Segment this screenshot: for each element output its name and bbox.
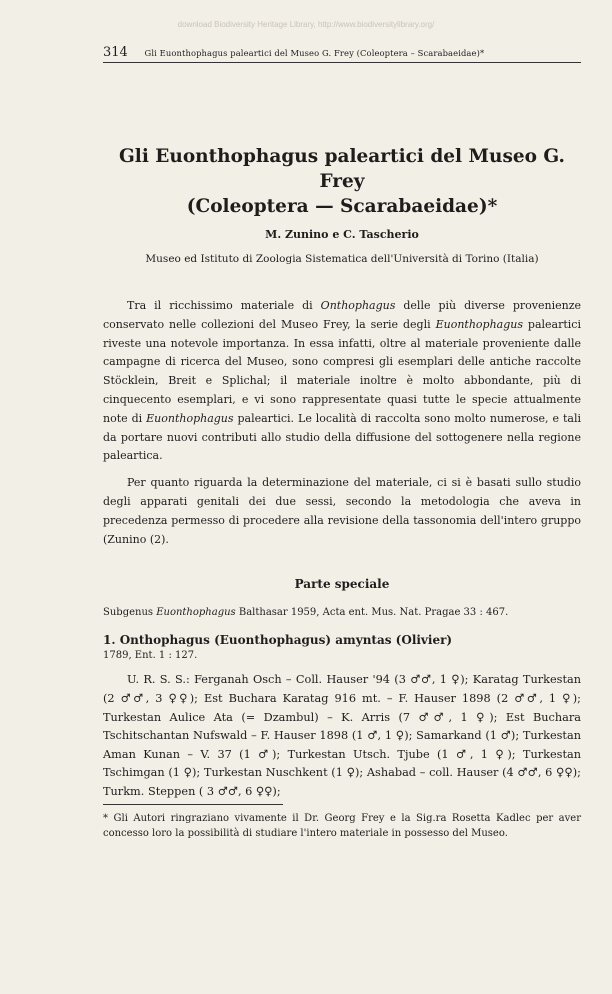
authors: M. Zunino e C. Tascherio: [265, 228, 419, 241]
subgenus-name: Euonthophagus: [146, 411, 234, 425]
intro-paragraph-2: Per quanto riguarda la determinazione del materiale, ci si è basati sullo studio degli apparati genitali dei due sessi, secondo la metodologia che aveva in precedenza permesso di procedere alla revisione della tassonomia dell'intero gruppo (Zunino (2).: [103, 476, 581, 546]
text-run: paleartici. Le località di raccolta sono molto numerose, e tali da portare nuovi contributi allo studio della diffusione del sottogenere nella regione paleartica.: [103, 411, 581, 463]
footnote-divider: [103, 804, 283, 805]
intro-paragraph-1: [103, 297, 581, 466]
subgenus-name: Euonthophagus: [435, 317, 523, 331]
title-line-1: Gli Euonthophagus paleartici del Museo G. Frey: [119, 146, 565, 192]
running-title: Gli Euonthophagus paleartici del Museo G. Frey (Coleoptera – Scarabaeidae)*: [144, 48, 485, 58]
article-body: [103, 144, 581, 841]
specimen-records: U. R. S. S.: Ferganah Osch – Coll. Hauser '94 (3 ♂♂, 1 ♀); Karatag Turkestan (2 ♂♂, 3 ♀♀); Est Buchara Karatag 916 mt. – F. Hauser 1898 (2 ♂♂, 1 ♀); Turkestan Aulice Ata (= Dzambul) – K. Arris (7 ♂♂, 1 ♀); Est Buchara Tschitschantan Nufswald – F. Hauser 1898 (1 ♂, 1 ♀); Samarkand (1 ♂); Turkestan Aman Kunan – V. 37 (1 ♂); Turkestan Utsch. Tjube (1 ♂, 1 ♀); Turkestan Tschimgan (1 ♀); Turkestan Nuschkent (1 ♀); Ashabad – coll. Hauser (4 ♂♂, 6 ♀♀); Turkm. Steppen ( 3 ♂♂, 6 ♀♀);: [103, 673, 581, 798]
footnote: * Gli Autori ringraziano vivamente il Dr. Georg Frey e la Sig.ra Rosetta Kadlec per aver concesso loro la possibilità di studiare l'intero materiale in possesso del Museo.: [103, 812, 581, 839]
watermark: download Biodiversity Heritage Library, http://www.biodiversitylibrary.org/: [177, 20, 435, 29]
text-run: paleartici riveste una notevole importanza. In essa infatti, oltre al materiale proveniente dalle campagne di ricerca del Museo, sono compresi gli esemplari delle antiche raccolte Stöcklein, Breit e Splichal; il materiale inoltre è molto abbondante, più di cinquecento esemplari, e vi sono rappresentate quasi tutte le specie attualmente note di: [103, 317, 581, 425]
running-head: [103, 44, 581, 63]
species-reference: 1789, Ent. 1 : 127.: [103, 650, 198, 662]
text-run: Balthasar 1959, Acta ent. Mus. Nat. Pragae 33 : 467.: [235, 607, 509, 619]
text-run: Subgenus: [103, 607, 157, 619]
title-line-2: (Coleoptera — Scarabaeidae)*: [186, 196, 498, 217]
article-title: [103, 144, 581, 219]
subgenus-name: Euonthophagus: [156, 607, 236, 619]
genus-name: Onthophagus: [320, 299, 396, 312]
subgenus-line: [103, 605, 581, 621]
text-run: Tra il ricchissimo materiale di: [127, 299, 321, 312]
species-heading: 1. Onthophagus (Euonthophagus) amyntas (Olivier): [103, 633, 453, 648]
section-heading: Parte speciale: [294, 577, 390, 592]
affiliation: Museo ed Istituto di Zoologia Sistematica dell'Università di Torino (Italia): [145, 253, 539, 265]
text-run: delle più diverse provenienze conservato nelle collezioni del Museo Frey, la serie degli: [103, 299, 582, 331]
page-number: 314: [103, 45, 128, 60]
